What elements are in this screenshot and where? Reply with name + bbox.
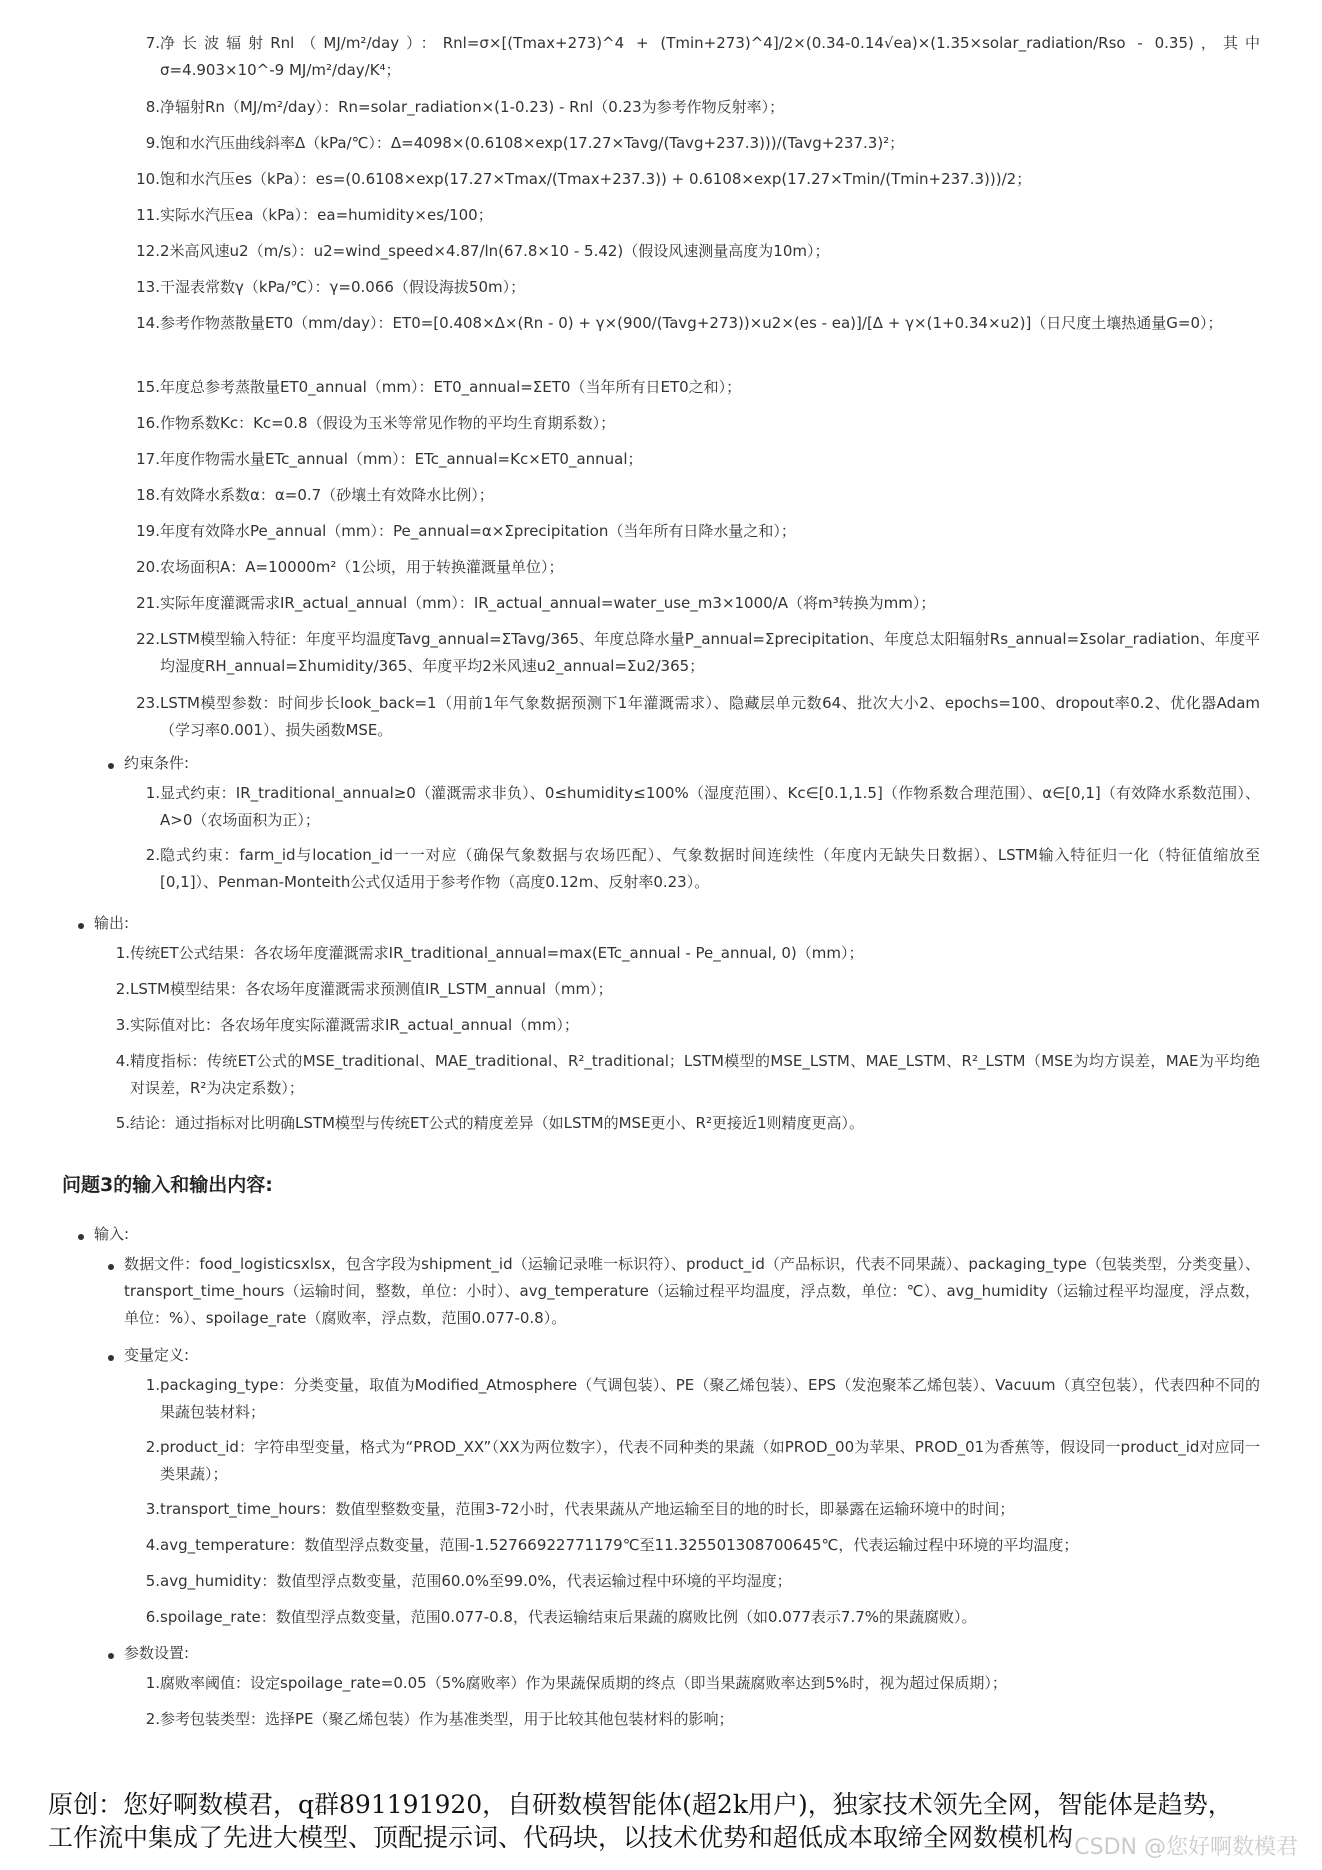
list-item: 15. 年度总参考蒸散量ET0_annual（mm）：ET0_annual=ΣET0（当年所有日ET0之和）； [136,378,742,396]
vardef-label: 变量定义: [124,1346,190,1364]
constraints-label: 约束条件: [124,754,190,772]
list-item: 5. 结论：通过指标对比明确LSTM模型与传统ET公式的精度差异（如LSTM的MSE更小、R²更接近1则精度更高）。 [115,1114,865,1132]
list-item: 21. 实际年度灌溉需求IR_actual_annual（mm）：IR_actual_annual=water_use_m3×1000/A（将m³转换为mm）； [136,594,936,612]
list-item: 19. 年度有效降水Pe_annual（mm）：Pe_annual=α×Σprecipitation（当年所有日降水量之和）； [136,522,796,540]
bullet-icon [78,1234,84,1240]
list-item: 20. 农场面积A：A=10000m²（1公顷，用于转换灌溉量单位）； [136,558,564,576]
bullet-icon [78,923,84,929]
list-item: 10. 饱和水汽压es（kPa）：es=(0.6108×exp(17.27×Tmax/(Tmax+237.3)) + 0.6108×exp(17.27×Tmin/(Tmin+237.3)))/2； [136,170,1032,188]
list-item: 6. spoilage_rate：数值型浮点数变量，范围0.077-0.8，代表运输结束后果蔬的腐败比例（如0.077表示7.7%的果蔬腐败）。 [145,1608,977,1626]
list-item: 11. 实际水汽压ea（kPa）：ea=humidity×es/100； [136,206,493,224]
watermark: CSDN @您好啊数模君 [1074,1835,1298,1860]
list-item: 5. avg_humidity：数值型浮点数变量，范围60.0%至99.0%，代表运输过程中环境的平均湿度； [145,1572,792,1590]
list-item: 2. 隐式约束：farm_id与location_id一一对应（确保气象数据与农场匹配）、气象数据时间连续性（年度内无缺失日数据）、LSTM输入特征归一化（特征值缩放至[0,1]）、Penman-Monteith公式仅适用于参考作物（高度0.12m、反射率0.23）。 [145,846,1260,891]
list-item: 1. packaging_type：分类变量，取值为Modified_Atmosphere（气调包装）、PE（聚乙烯包装）、EPS（发泡聚苯乙烯包装）、Vacuum（真空包装），代表四种不同的果蔬包装材料； [145,1376,1260,1421]
list-item: 17. 年度作物需水量ETc_annual（mm）：ETc_annual=Kc×ET0_annual； [136,450,643,468]
bullet-icon [108,1653,114,1659]
bullet-icon [108,1355,114,1361]
data-file-description: 数据文件：food_logisticsxlsx，包含字段为shipment_id（运输记录唯一标识符）、product_id（产品标识，代表不同果蔬）、packaging_type（包装类型，分类变量）、transport_time_hours（运输时间，整数，单位：小时）、avg_temperature（运输过程平均温度，浮点数，单位：℃）、avg_humidity（运输过程平均湿度，浮点数，单位：%）、spoilage_rate（腐败率，浮点数，范围0.077-0.8）。 [124,1255,1260,1327]
section-heading: 问题3的输入和输出内容: [62,1174,273,1196]
list-item: 8. 净辐射Rn（MJ/m²/day）：Rn=solar_radiation×(1-0.23) - Rnl（0.23为参考作物反射率）； [145,98,785,116]
list-item: 9. 饱和水汽压曲线斜率Δ（kPa/℃）：Δ=4098×(0.6108×exp(17.27×Tavg/(Tavg+237.3)))/(Tavg+237.3)²； [145,134,905,152]
bullet-icon [108,763,114,769]
list-item: 3. 实际值对比：各农场年度实际灌溉需求IR_actual_annual（mm）； [115,1016,579,1034]
list-item: 12. 2米高风速u2（m/s）：u2=wind_speed×4.87/ln(67.8×10 - 5.42)（假设风速测量高度为10m）； [136,242,830,260]
list-item: 16. 作物系数Kc：Kc=0.8（假设为玉米等常见作物的平均生育期系数）； [136,414,616,432]
list-item: 2. 参考包装类型：选择PE（聚乙烯包装）作为基准类型，用于比较其他包装材料的影响； [145,1710,734,1728]
list-item: 1. 显式约束：IR_traditional_annual≥0（灌溉需求非负）、0≤humidity≤100%（湿度范围）、Kc∈[0.1,1.5]（作物系数合理范围）、α∈[0,1]（有效降水系数范围）、A>0（农场面积为正）； [145,784,1260,829]
list-item: 4. avg_temperature：数值型浮点数变量，范围-1.52766922771179℃至11.325501308700645℃，代表运输过程中环境的平均温度； [145,1536,1079,1554]
list-item: 4. 精度指标：传统ET公式的MSE_traditional、MAE_traditional、R²_traditional；LSTM模型的MSE_LSTM、MAE_LSTM、R²_LSTM（MSE为均方误差，MAE为平均绝对误差，R²为决定系数）； [115,1052,1260,1097]
list-item: 1. 传统ET公式结果：各农场年度灌溉需求IR_traditional_annual=max(ETc_annual - Pe_annual, 0)（mm）； [115,944,864,962]
promo-line-2: 工作流中集成了先进大模型、顶配提示词、代码块，以技术优势和超低成本取缔全网数模机构 [48,1823,1074,1852]
list-item: 3. transport_time_hours：数值型整数变量，范围3-72小时，代表果蔬从产地运输至目的地的时长，即暴露在运输环境中的时间； [145,1500,1015,1518]
list-item: 2. LSTM模型结果：各农场年度灌溉需求预测值IR_LSTM_annual（mm）； [115,980,613,998]
list-item: 14. 参考作物蒸散量ET0（mm/day）：ET0=[0.408×Δ×(Rn - 0) + γ×(900/(Tavg+273))×u2×(es - ea)]/[Δ + γ×(1+0.34×u2)]（日尺度土壤热通量G=0）； [136,314,1223,332]
promo-line-1: 原创：您好啊数模君，q群891191920，自研数模智能体(超2k用户)，独家技术领先全网，智能体是趋势， [48,1790,1233,1819]
list-item: 7. 净长波辐射Rnl（MJ/m²/day）：Rnl=σ×[(Tmax+273)^4 + (Tmin+273)^4]/2×(0.34-0.14√ea)×(1.35×solar_radiation/Rso - 0.35)，其中σ=4.903×10^-9 MJ/m²/day/K⁴； [145,34,1260,79]
list-item: 18. 有效降水系数α：α=0.7（砂壤土有效降水比例）； [136,486,494,504]
list-item: 2. product_id：字符串型变量，格式为“PROD_XX”（XX为两位数字），代表不同种类的果蔬（如PROD_00为苹果、PROD_01为香蕉等，假设同一product_id对应同一类果蔬）； [145,1438,1260,1483]
output-label: 输出: [94,914,130,932]
list-item: 23. LSTM模型参数：时间步长look_back=1（用前1年气象数据预测下1年灌溉需求）、隐藏层单元数64、批次大小2、epochs=100、dropout率0.2、优化器Adam（学习率0.001）、损失函数MSE。 [136,694,1260,739]
list-item: 22. LSTM模型输入特征：年度平均温度Tavg_annual=ΣTavg/365、年度总降水量P_annual=Σprecipitation、年度总太阳辐射Rs_annual=Σsolar_radiation、年度平均湿度RH_annual=Σhumidity/365、年度平均2米风速u2_annual=Σu2/365； [136,630,1260,675]
list-item: 13. 干湿表常数γ（kPa/℃）：γ=0.066（假设海拔50m）； [136,278,526,296]
params-label: 参数设置: [124,1644,190,1662]
list-item: 1. 腐败率阈值：设定spoilage_rate=0.05（5%腐败率）作为果蔬保质期的终点（即当果蔬腐败率达到5%时，视为超过保质期）； [145,1674,1007,1692]
bullet-icon [108,1264,114,1270]
input-label: 输入: [94,1225,130,1243]
